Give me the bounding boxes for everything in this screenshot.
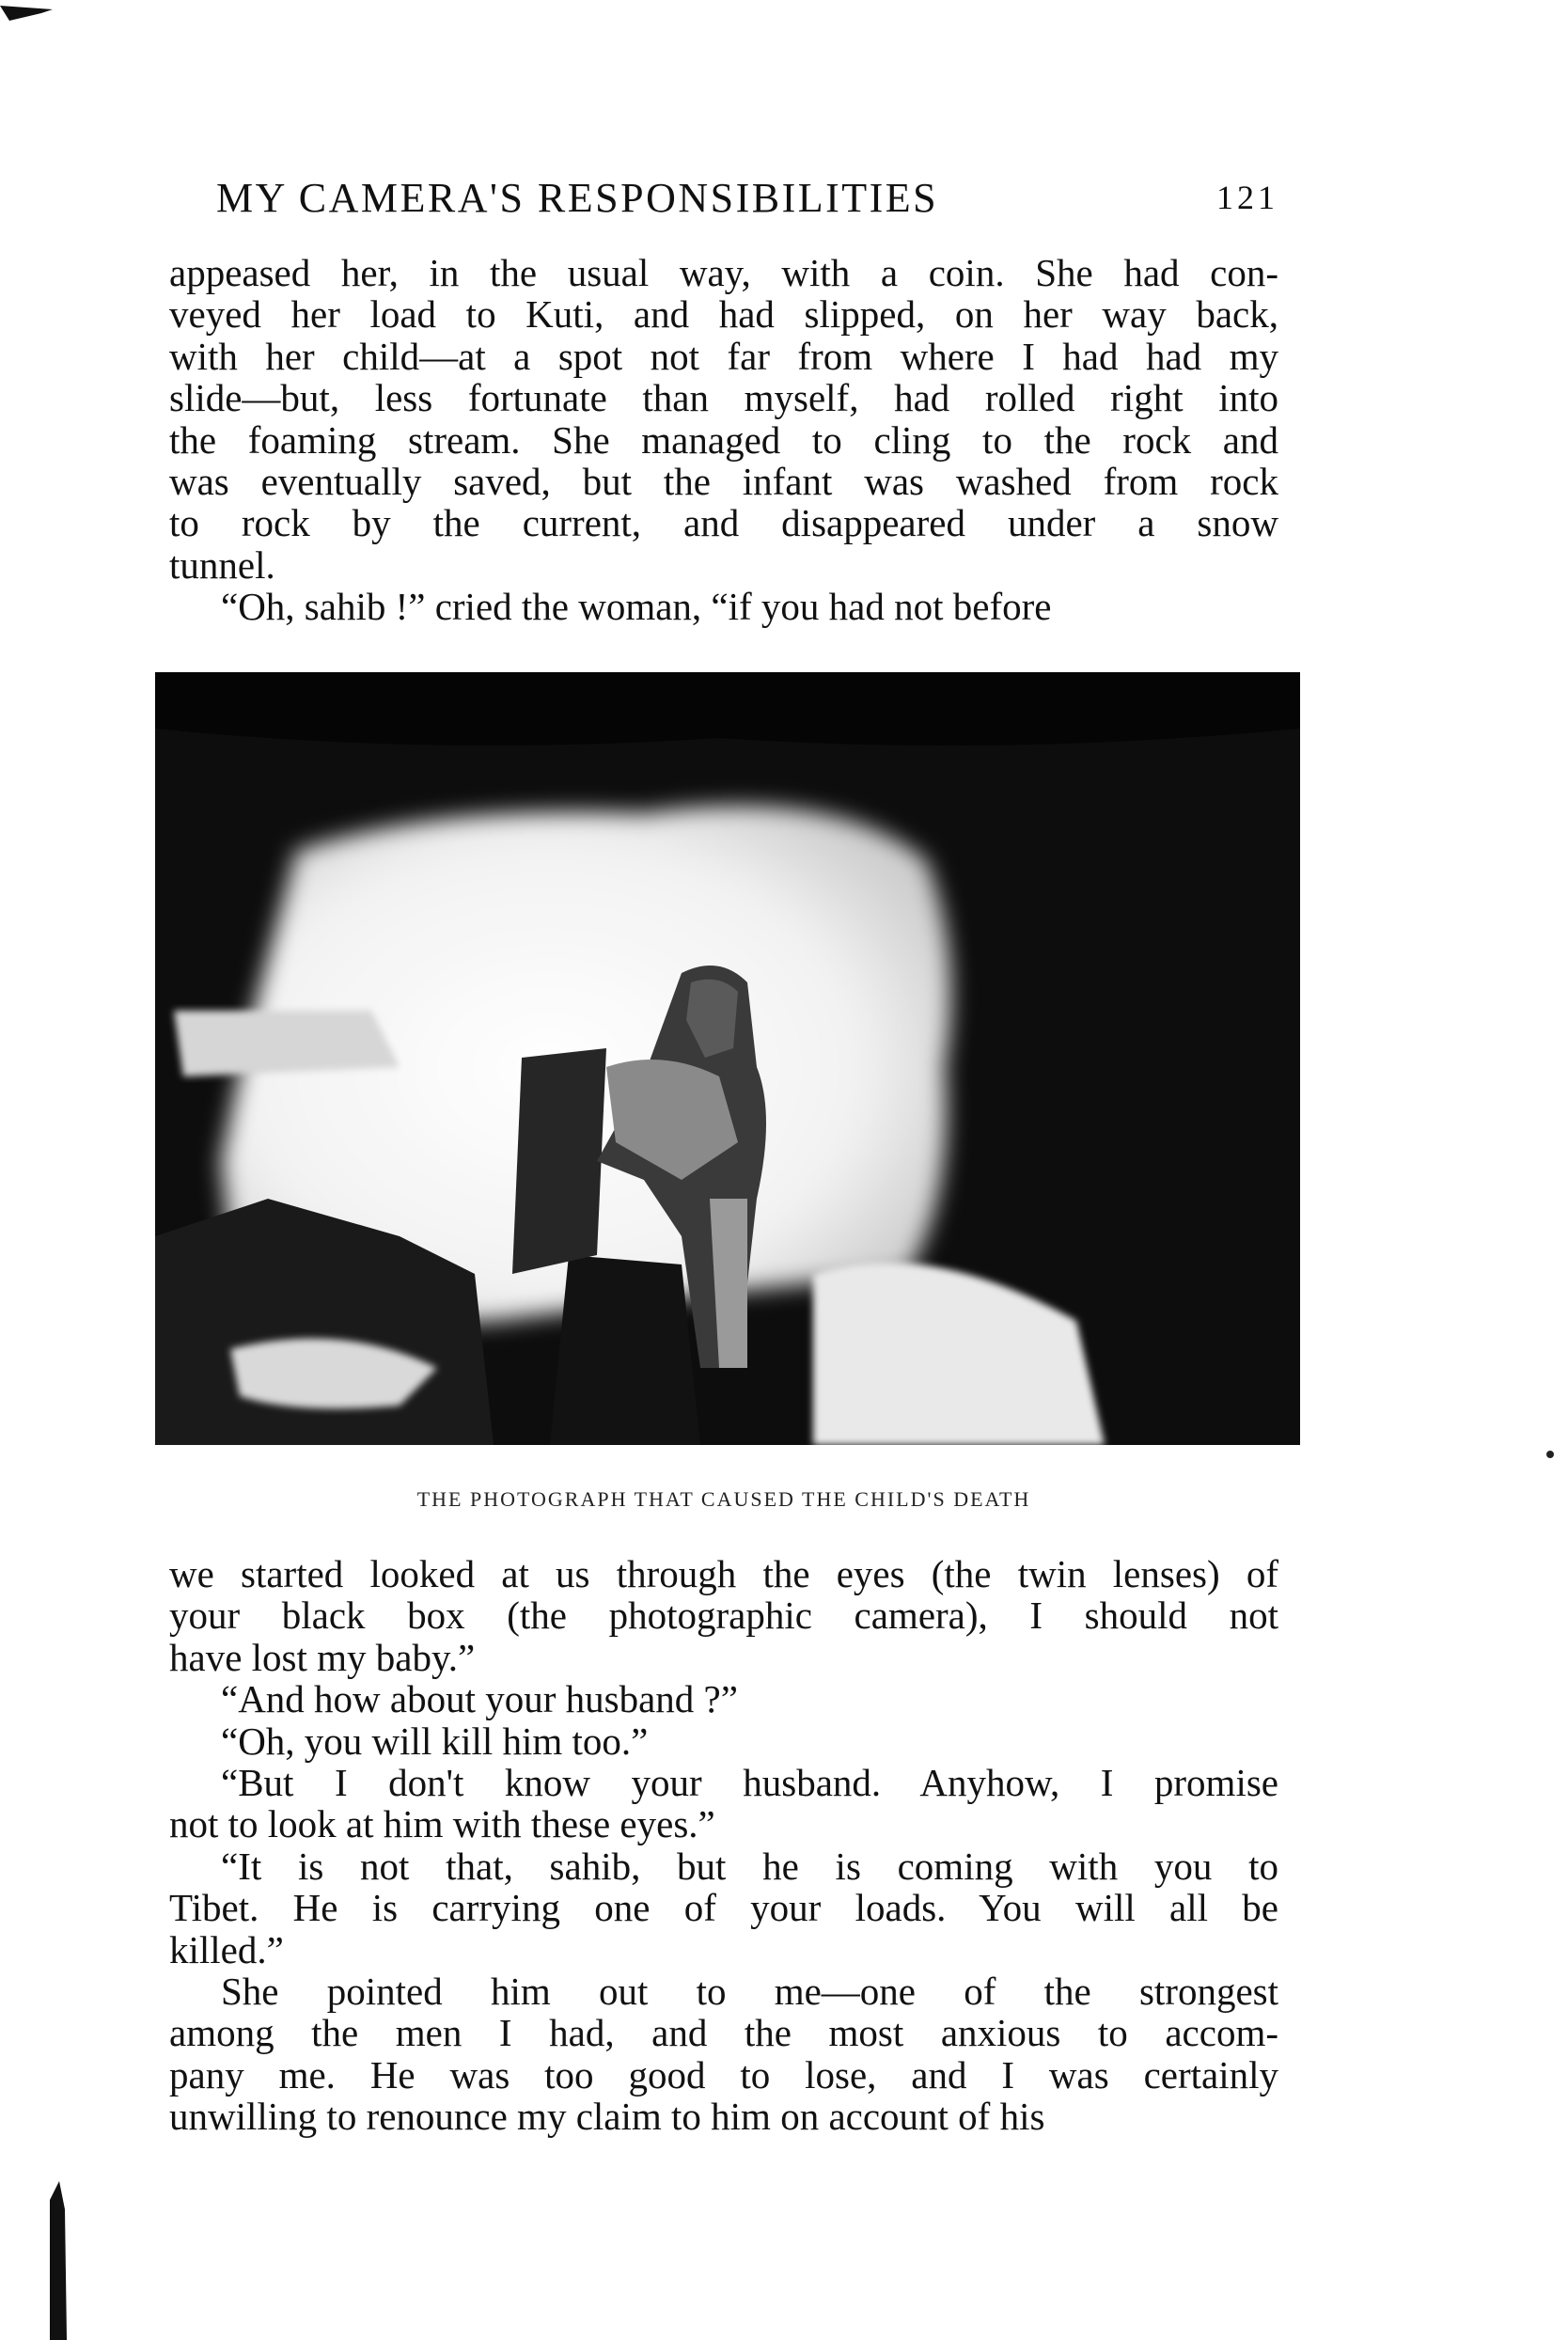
text-line: not to look at him with these eyes.”	[169, 1802, 715, 1846]
text-line: the foaming stream. She managed to cling to the rock and	[169, 417, 1278, 462]
text-line: with her child—at a spot not far from where I had had my	[169, 334, 1278, 378]
text-line: unwilling to renounce my claim to him on account of his	[169, 2095, 1045, 2139]
running-head-title: MY CAMERA'S RESPONSIBILITIES	[216, 175, 939, 221]
text-line: we started looked at us through the eyes (the twin lenses) of	[169, 1552, 1278, 1595]
scan-edge-bar	[42, 2181, 80, 2340]
text-line: to rock by the current, and disappeared under a snow	[169, 501, 1278, 545]
text-line: “Oh, sahib !” cried the woman, “if you had not before	[221, 585, 1052, 629]
text-line: was eventually saved, but the infant was washed from rock	[169, 459, 1278, 503]
text-line: pany me. He was too good to lose, and I was certainly	[169, 2052, 1278, 2097]
text-line: “But I don't know your husband. Anyhow, I promise	[221, 1760, 1278, 1804]
text-line: She pointed him out to me—one of the strongest	[221, 1969, 1278, 2013]
text-line: among the men I had, and the most anxious to accom-	[169, 2011, 1278, 2055]
photograph-image	[155, 672, 1300, 1445]
paragraph	[169, 586, 1278, 627]
photograph	[155, 672, 1300, 1445]
paragraph	[169, 1845, 1278, 1971]
text-line: veyed her load to Kuti, and had slipped, on her way back,	[169, 292, 1278, 337]
text-line: “Oh, you will kill him too.”	[221, 1719, 649, 1763]
text-line: slide—but, less fortunate than myself, had rolled right into	[169, 376, 1278, 420]
paragraph	[169, 252, 1278, 586]
text-line: tunnel.	[169, 542, 275, 587]
paragraph	[169, 1971, 1278, 2138]
page-number: 121	[1216, 179, 1278, 216]
text-line: “And how about your husband ?”	[221, 1677, 738, 1721]
text-line: appeased her, in the usual way, with a coin. She had con-	[169, 251, 1278, 294]
paragraph	[169, 1553, 1278, 1678]
scan-speck	[1544, 1448, 1557, 1461]
text-line: “It is not that, sahib, but he is coming with you to	[221, 1844, 1278, 1888]
text-line: your black box (the photographic camera), I should not	[169, 1594, 1278, 1638]
body-text-top	[169, 252, 1278, 628]
figure-caption: THE PHOTOGRAPH THAT CAUSED THE CHILD'S DEATH	[416, 1487, 1031, 1511]
running-head	[216, 174, 1278, 230]
paragraph	[169, 1762, 1278, 1845]
text-line: killed.”	[169, 1927, 284, 1971]
text-line: Tibet. He is carrying one of your loads. You will all be	[169, 1886, 1278, 1930]
scan-corner-mark	[0, 0, 56, 28]
body-text-bottom	[169, 1553, 1278, 2137]
text-line: have lost my baby.”	[169, 1635, 476, 1679]
paragraph	[169, 1678, 1278, 1720]
paragraph	[169, 1720, 1278, 1762]
